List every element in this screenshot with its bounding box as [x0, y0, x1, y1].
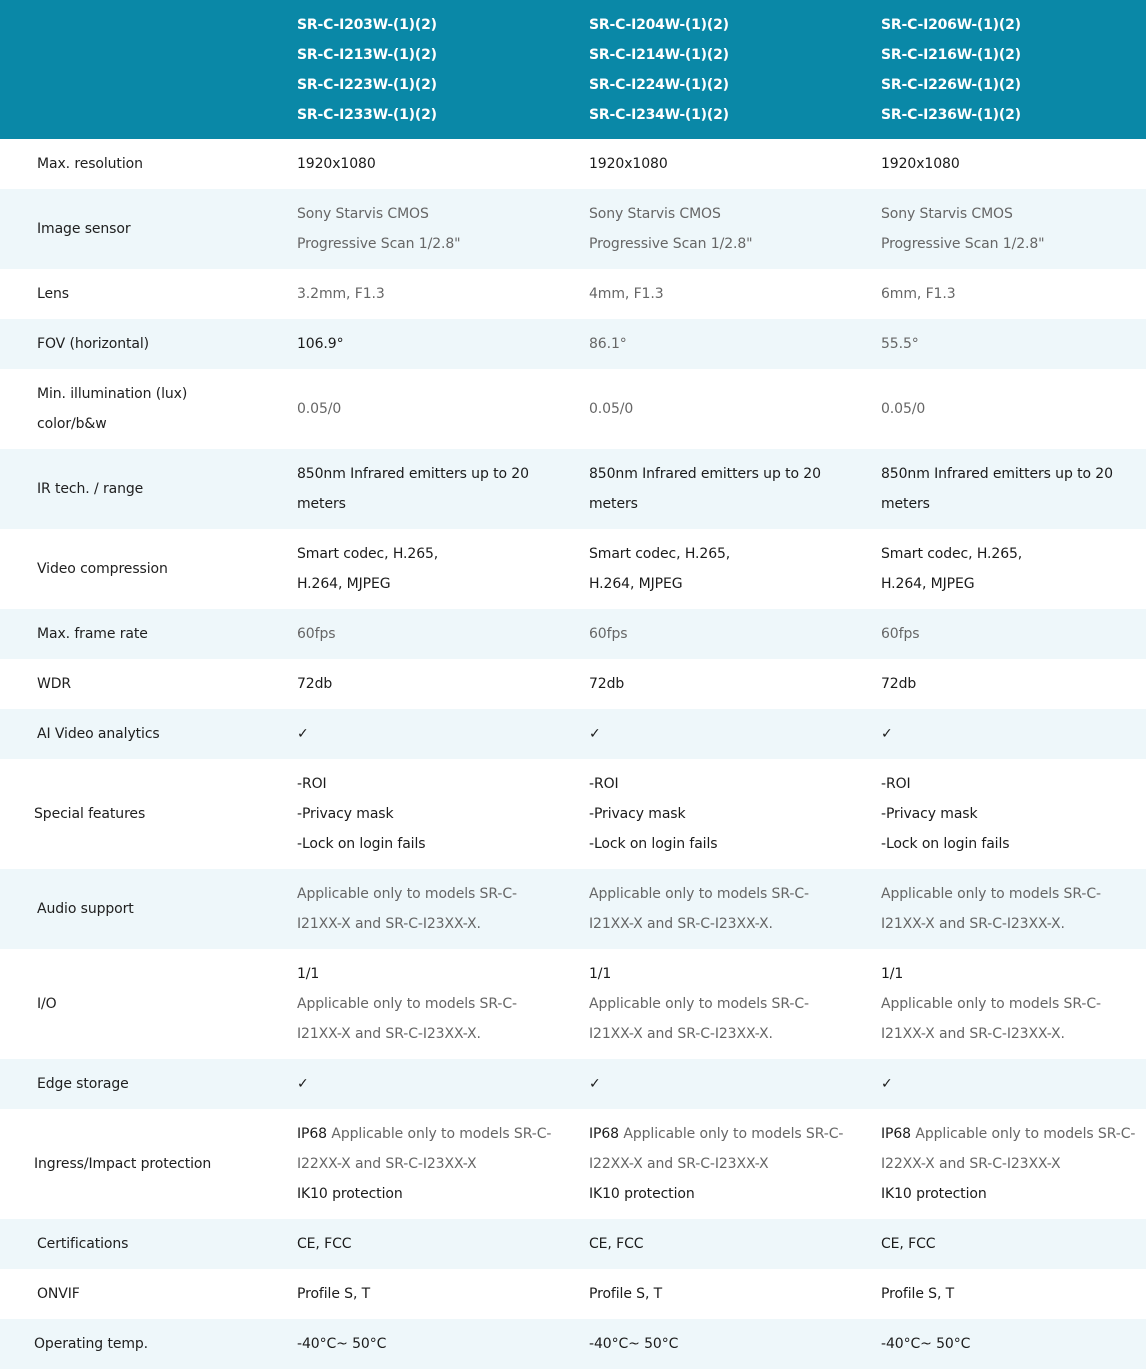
cell-line: Applicable only to models SR-C-: [297, 996, 517, 1012]
cell-line: Sony Starvis CMOS: [589, 206, 721, 222]
cell-line: Sony Starvis CMOS: [297, 206, 429, 222]
cell-value: Profile S, T: [881, 1286, 955, 1302]
cell-line: IK10 protection: [881, 1186, 987, 1202]
cell-line: [881, 1119, 1146, 1149]
cell-value: [572, 189, 864, 269]
cell-value: [280, 949, 572, 1059]
cell-line: -ROI: [881, 776, 911, 792]
row-ai-video-analytics: [0, 709, 1146, 759]
cell-line: -ROI: [297, 776, 327, 792]
row-label: [0, 369, 280, 449]
cell-value: Profile S, T: [589, 1286, 663, 1302]
cell-line: [297, 1119, 572, 1149]
cell-line: -Lock on login fails: [881, 836, 1010, 852]
cell-line: -ROI: [589, 776, 619, 792]
cell-value: CE, FCC: [589, 1236, 644, 1252]
cell-value: 60fps: [589, 626, 628, 642]
checkmark-icon: ✓: [881, 1076, 893, 1092]
checkmark-icon: ✓: [589, 1076, 601, 1092]
cell-line: [589, 1119, 864, 1149]
row-special-features: [0, 759, 1146, 869]
checkmark-icon: ✓: [881, 726, 893, 742]
row-label: Special features: [34, 806, 146, 822]
row-io: [0, 949, 1146, 1059]
model-number: SR-C-I213W-(1)(2): [297, 46, 437, 63]
cell-line: 1/1: [589, 966, 612, 982]
header-model-column-1: [280, 0, 572, 139]
row-label: Edge storage: [37, 1076, 129, 1092]
cell-line: I21XX-X and SR-C-I23XX-X.: [881, 916, 1065, 932]
cell-value: 60fps: [297, 626, 336, 642]
row-label: Video compression: [37, 561, 168, 577]
row-edge-storage: [0, 1059, 1146, 1109]
row-label: FOV (horizontal): [37, 336, 150, 352]
cell-line: 850nm Infrared emitters up to 20: [881, 466, 1113, 482]
row-max-frame-rate: [0, 609, 1146, 659]
ip-rating: IP68: [297, 1126, 327, 1142]
cell-line: Progressive Scan 1/2.8": [881, 236, 1045, 252]
cell-line: Sony Starvis CMOS: [881, 206, 1013, 222]
row-operating-temp: [0, 1319, 1146, 1369]
cell-value: [572, 759, 864, 869]
ip-note: Applicable only to models SR-C-: [327, 1126, 552, 1142]
cell-line: Progressive Scan 1/2.8": [589, 236, 753, 252]
cell-value: [280, 1109, 572, 1219]
cell-value: [864, 759, 1146, 869]
row-label: I/O: [37, 996, 57, 1012]
row-label: Audio support: [37, 901, 134, 917]
cell-line: Smart codec, H.265,: [881, 546, 1023, 562]
row-video-compression: [0, 529, 1146, 609]
cell-value: -40°C~ 50°C: [589, 1336, 679, 1352]
row-ingress-impact-protection: [0, 1109, 1146, 1219]
cell-line: Applicable only to models SR-C-: [297, 886, 517, 902]
cell-value: [280, 449, 572, 529]
cell-value: [864, 189, 1146, 269]
row-label: Max. frame rate: [37, 626, 148, 642]
cell-value: 4mm, F1.3: [589, 286, 664, 302]
model-number: SR-C-I236W-(1)(2): [881, 106, 1021, 123]
cell-line: I21XX-X and SR-C-I23XX-X.: [589, 1026, 773, 1042]
model-number: SR-C-I223W-(1)(2): [297, 76, 437, 93]
cell-line: -Privacy mask: [589, 806, 686, 822]
cell-value: 6mm, F1.3: [881, 286, 956, 302]
model-number: SR-C-I224W-(1)(2): [589, 76, 729, 93]
cell-value: [864, 949, 1146, 1059]
cell-line: Smart codec, H.265,: [297, 546, 439, 562]
cell-line: -Privacy mask: [297, 806, 394, 822]
cell-line: Applicable only to models SR-C-: [589, 886, 809, 902]
cell-line: I22XX-X and SR-C-I23XX-X: [589, 1156, 769, 1172]
row-label: Image sensor: [37, 221, 131, 237]
cell-line: meters: [297, 496, 346, 512]
cell-value: [572, 449, 864, 529]
row-label: Operating temp.: [34, 1336, 149, 1352]
cell-value: [280, 189, 572, 269]
cell-line: meters: [881, 496, 930, 512]
row-label: ONVIF: [37, 1286, 80, 1302]
row-label: Lens: [37, 286, 69, 302]
cell-value: 0.05/0: [589, 401, 634, 417]
cell-value: [572, 949, 864, 1059]
cell-value: [864, 1059, 1146, 1109]
row-fov: [0, 319, 1146, 369]
row-max-resolution: [0, 139, 1146, 189]
cell-value: Profile S, T: [297, 1286, 371, 1302]
cell-value: [572, 529, 864, 609]
model-number: SR-C-I206W-(1)(2): [881, 16, 1021, 33]
cell-value: [280, 869, 572, 949]
label-line: color/b&w: [37, 416, 107, 432]
model-number: SR-C-I203W-(1)(2): [297, 16, 437, 33]
ip-rating: IP68: [881, 1126, 911, 1142]
cell-line: I21XX-X and SR-C-I23XX-X.: [297, 916, 481, 932]
cell-line: 1/1: [297, 966, 320, 982]
cell-line: I22XX-X and SR-C-I23XX-X: [881, 1156, 1061, 1172]
cell-value: [864, 449, 1146, 529]
cell-value: -40°C~ 50°C: [881, 1336, 971, 1352]
cell-line: I21XX-X and SR-C-I23XX-X.: [589, 916, 773, 932]
model-number: SR-C-I216W-(1)(2): [881, 46, 1021, 63]
ip-note: Applicable only to models SR-C-: [911, 1126, 1136, 1142]
model-number: SR-C-I214W-(1)(2): [589, 46, 729, 63]
cell-value: 60fps: [881, 626, 920, 642]
cell-value: 72db: [589, 676, 625, 692]
row-label: AI Video analytics: [37, 726, 160, 742]
cell-line: I22XX-X and SR-C-I23XX-X: [297, 1156, 477, 1172]
cell-line: -Lock on login fails: [589, 836, 718, 852]
model-number: SR-C-I204W-(1)(2): [589, 16, 729, 33]
cell-value: 0.05/0: [881, 401, 926, 417]
cell-value: CE, FCC: [881, 1236, 936, 1252]
cell-value: [864, 709, 1146, 759]
cell-value: 3.2mm, F1.3: [297, 286, 385, 302]
ip-rating: IP68: [589, 1126, 619, 1142]
cell-line: Applicable only to models SR-C-: [589, 996, 809, 1012]
cell-value: -40°C~ 50°C: [297, 1336, 387, 1352]
cell-value: [280, 529, 572, 609]
row-ir-range: [0, 449, 1146, 529]
checkmark-icon: ✓: [297, 726, 309, 742]
cell-value: 1920x1080: [881, 156, 960, 172]
cell-value: 0.05/0: [297, 401, 342, 417]
header-model-column-3: [864, 0, 1146, 139]
cell-value: [280, 759, 572, 869]
cell-value: 55.5°: [881, 336, 919, 352]
cell-value: 72db: [297, 676, 333, 692]
row-min-illumination: [0, 369, 1146, 449]
cell-line: H.264, MJPEG: [881, 576, 975, 592]
cell-line: IK10 protection: [589, 1186, 695, 1202]
row-label: Ingress/Impact protection: [34, 1156, 212, 1172]
cell-line: 850nm Infrared emitters up to 20: [589, 466, 821, 482]
row-certifications: [0, 1219, 1146, 1269]
cell-value: [572, 709, 864, 759]
cell-line: 1/1: [881, 966, 904, 982]
cell-value: [864, 1109, 1146, 1219]
row-wdr: [0, 659, 1146, 709]
cell-line: Progressive Scan 1/2.8": [297, 236, 461, 252]
cell-line: Applicable only to models SR-C-: [881, 996, 1101, 1012]
header-row: [0, 0, 1146, 139]
cell-value: [572, 1109, 864, 1219]
model-number: SR-C-I234W-(1)(2): [589, 106, 729, 123]
cell-line: meters: [589, 496, 638, 512]
ip-note: Applicable only to models SR-C-: [619, 1126, 844, 1142]
cell-value: [572, 1059, 864, 1109]
model-number: SR-C-I233W-(1)(2): [297, 106, 437, 123]
row-label: Certifications: [37, 1236, 129, 1252]
cell-line: 850nm Infrared emitters up to 20: [297, 466, 529, 482]
row-label: Max. resolution: [37, 156, 143, 172]
row-label: WDR: [37, 676, 72, 692]
cell-value: [280, 1059, 572, 1109]
cell-line: Applicable only to models SR-C-: [881, 886, 1101, 902]
cell-line: H.264, MJPEG: [297, 576, 391, 592]
checkmark-icon: ✓: [297, 1076, 309, 1092]
cell-line: H.264, MJPEG: [589, 576, 683, 592]
cell-value: 106.9°: [297, 336, 344, 352]
cell-value: CE, FCC: [297, 1236, 352, 1252]
cell-value: [572, 869, 864, 949]
model-number: SR-C-I226W-(1)(2): [881, 76, 1021, 93]
cell-line: -Privacy mask: [881, 806, 978, 822]
cell-line: I21XX-X and SR-C-I23XX-X.: [297, 1026, 481, 1042]
header-model-column-2: [572, 0, 864, 139]
row-label: IR tech. / range: [37, 481, 144, 497]
cell-line: IK10 protection: [297, 1186, 403, 1202]
cell-value: [864, 869, 1146, 949]
row-onvif: [0, 1269, 1146, 1319]
row-lens: [0, 269, 1146, 319]
checkmark-icon: ✓: [589, 726, 601, 742]
cell-value: 72db: [881, 676, 917, 692]
row-audio-support: [0, 869, 1146, 949]
cell-value: 1920x1080: [297, 156, 376, 172]
cell-value: 86.1°: [589, 336, 627, 352]
cell-value: [864, 529, 1146, 609]
row-image-sensor: [0, 189, 1146, 269]
cell-line: I21XX-X and SR-C-I23XX-X.: [881, 1026, 1065, 1042]
cell-value: [280, 709, 572, 759]
label-line: Min. illumination (lux): [37, 386, 188, 402]
cell-value: 1920x1080: [589, 156, 668, 172]
header-blank-cell: [0, 0, 280, 139]
cell-line: -Lock on login fails: [297, 836, 426, 852]
cell-line: Smart codec, H.265,: [589, 546, 731, 562]
